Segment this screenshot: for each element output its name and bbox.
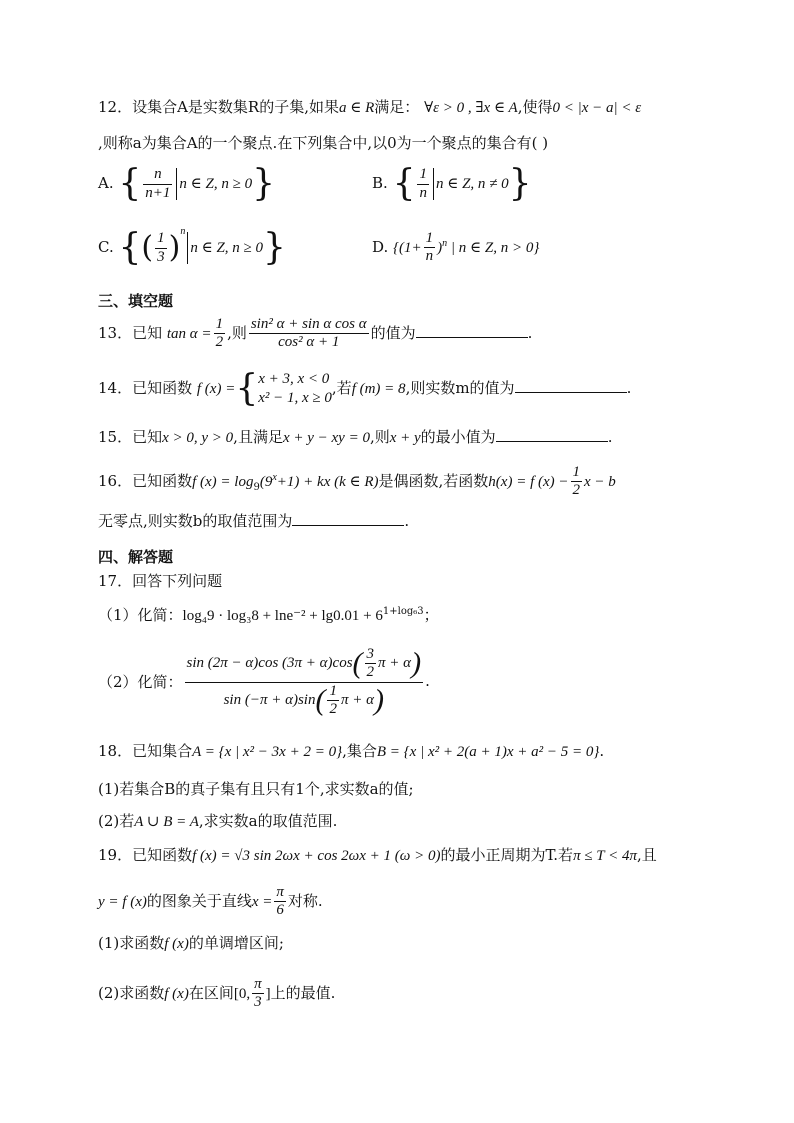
answer-blank[interactable]	[292, 524, 404, 526]
q12-line1: 12．设集合A是实数集R的子集,如果a ∈ R满足： ∀ε > 0 , ∃x ∈ A,使得0 < |x − a| < ε	[98, 98, 642, 116]
q13: 13．已知 tan α = $\frac{1}{2}$ ,则 $\frac{\text{sin² α + sin α cos α}}{\text{cos² α + 1}}$ 的值为 .	[98, 316, 533, 351]
section-fill-in-title: 三、填空题	[98, 292, 174, 310]
q19-part1: (1)求函数f (x)的单调增区间;	[98, 934, 284, 952]
section-solutions-title: 四、解答题	[98, 548, 174, 566]
q17-part2: （2）化简： sin (2π − α)cos (3π + α)cos( $\frac{3}{2}$ π + α) sin (−π + α)sin( $\frac{1}{2}$ π + α) .	[98, 646, 430, 717]
answer-blank[interactable]	[416, 336, 528, 338]
q12-option-d: D. {(1+ $\frac{1}{n}$ )$^n$ | n ∈ Z, n > 0}	[372, 230, 540, 265]
q16-line1: 16．已知函数f $(x) = \log_9(9^x+1)$ + kx (k ∈ R)是偶函数,若函数h(x) = f (x) − $\frac{1}{2}$ x − b	[98, 464, 616, 499]
q19-part2: (2)求函数f (x)在区间[0, $\frac{\pi}{3}$ ]上的最值.	[98, 976, 336, 1011]
question-number: 12．	[98, 98, 133, 116]
q18-stem: 18．已知集合A = {x | x² − 3x + 2 = 0},集合B = {x | x² + 2(a + 1)x + a² − 5 = 0}.	[98, 742, 605, 760]
q15: 15．已知x > 0, y > 0,且满足x + y − xy = 0,则x + y的最小值为 .	[98, 428, 613, 446]
q14: 14．已知函数 f (x) ={ x + 3, x < 0 x² − 1, x ≥ 0 ,若f (m) = 8,则实数m的值为 .	[98, 367, 632, 409]
q17-part1: （1）化简：$\log_49 \cdot \log_38 + \ln e^{-2} + \lg 0.01 + 6^{1+log_63}$；	[98, 606, 439, 624]
q17-title: 17．回答下列问题	[98, 572, 223, 590]
answer-blank[interactable]	[515, 391, 627, 393]
q18-part1: (1)若集合B的真子集有且只有1个,求实数a的值;	[98, 780, 414, 798]
q18-part2: (2)若A ∪ B = A,求实数a的取值范围.	[98, 812, 338, 830]
q12-option-a: A. { $\frac{n}{n+1}$ n ∈ Z, n ≥ 0}	[98, 163, 276, 204]
answer-blank[interactable]	[496, 440, 608, 442]
q16-line2: 无零点,则实数b的取值范围为 .	[98, 512, 410, 530]
q19-line2: y = f (x)的图象关于直线x = $\frac{\pi}{6}$ 对称.	[98, 884, 323, 919]
q12-line2: ,则称a为集合A的一个聚点.在下列集合中,以0为一个聚点的集合有( )	[98, 134, 549, 152]
q19-stem: 19．已知函数f (x) = √3 sin 2ωx + cos 2ωx + 1 (ω > 0)的最小正周期为T.若π ≤ T < 4π,且	[98, 846, 657, 864]
q12-option-b: B. { $\frac{1}{n}$ n ∈ Z, n ≠ 0}	[372, 163, 532, 204]
q12-option-c: C. {( $\frac{1}{3}$ )$^n$n ∈ Z, n ≥ 0}	[98, 226, 286, 268]
